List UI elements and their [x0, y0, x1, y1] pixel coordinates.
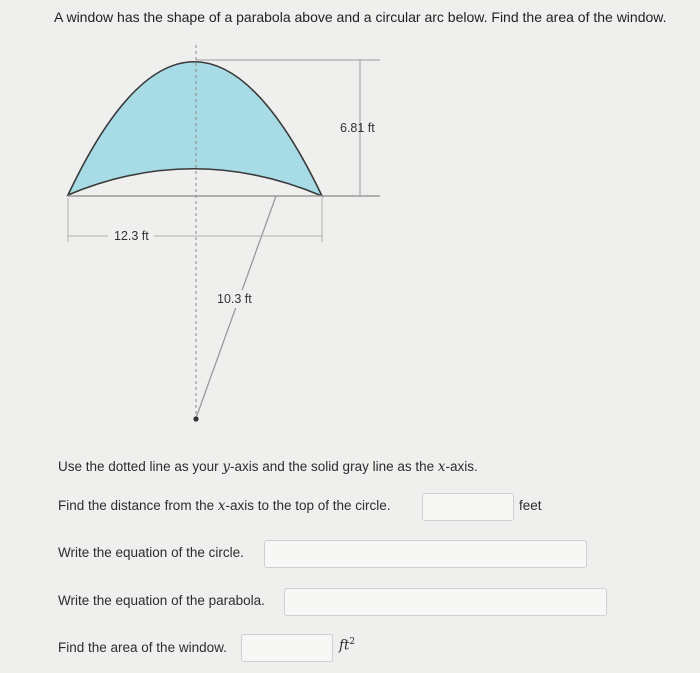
question-distance: Find the distance from the x-axis to the top of the circle.	[58, 498, 391, 514]
window-shape	[68, 62, 322, 196]
question-area: Find the area of the window.	[58, 640, 227, 655]
axis-instructions: Use the dotted line as your y-axis and the solid gray line as the x-axis.	[58, 459, 478, 475]
radius-label: 10.3 ft	[217, 292, 252, 306]
distance-answer-input[interactable]	[422, 493, 514, 521]
height-label: 6.81 ft	[340, 121, 375, 135]
circle-equation-input[interactable]	[264, 540, 587, 568]
width-label: 12.3 ft	[114, 229, 149, 243]
question-parabola-equation: Write the equation of the parabola.	[58, 593, 265, 608]
distance-unit-label: feet	[519, 498, 542, 513]
circle-center-point	[193, 416, 198, 421]
area-answer-input[interactable]	[241, 634, 333, 662]
parabola-equation-input[interactable]	[284, 588, 607, 616]
problem-statement: A window has the shape of a parabola above and a circular arc below. Find the area of the window.	[54, 9, 667, 25]
area-unit-label: $ft^2$	[339, 637, 356, 654]
question-circle-equation: Write the equation of the circle.	[58, 545, 244, 560]
